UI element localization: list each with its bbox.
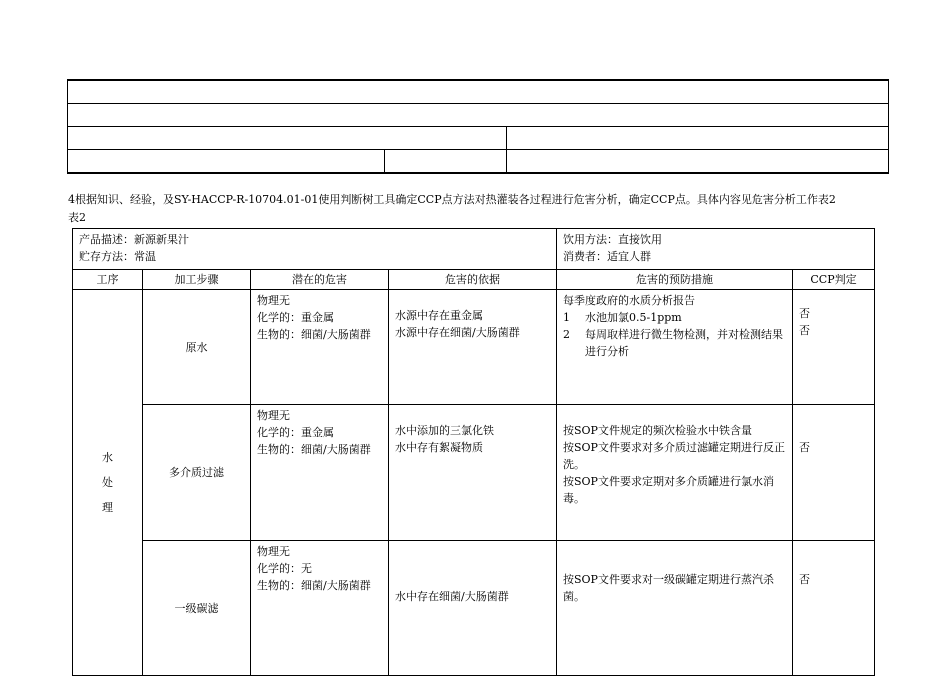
header-ccp: CCP判定 [793, 270, 875, 290]
process-char: 水 [102, 451, 113, 464]
hazard-cell: 物理无 化学的：无 生物的：细菌/大肠菌群 [251, 541, 389, 676]
table-header-row [73, 270, 875, 290]
process-char: 处 [102, 476, 113, 489]
measures-cell: 每季度政府的水质分析报告 1 水池加氯0.5-1ppm 2 每周取样进行微生物检测，并对检测结果进行分析 [557, 290, 793, 405]
consumer: 消费者：适宜人群 [563, 250, 651, 263]
basis-cell: 水源中存在重金属 水源中存在细菌/大肠菌群 [389, 290, 557, 405]
header-measures: 危害的预防措施 [557, 270, 793, 290]
hazard-cell: 物理无 化学的：重金属 生物的：细菌/大肠菌群 [251, 290, 389, 405]
basis-cell: 水中添加的三氯化铁 水中存有絮凝物质 [389, 405, 557, 541]
ccp-cell: 否 否 [793, 290, 875, 405]
measures-cell: 按SOP文件规定的频次检验水中铁含量 按SOP文件要求对多介质过滤罐定期进行反正洗。 按SOP文件要求定期对多介质罐进行氯水消毒。 [557, 405, 793, 541]
process-cell [73, 290, 143, 676]
usage-method: 饮用方法：直接饮用 [563, 233, 662, 246]
table-caption: 表2 [68, 211, 86, 224]
hazard-analysis-table [72, 228, 875, 676]
intro-paragraph: 4根据知识、经验，及SY-HACCP-R-10704.01-01使用判断树工具确定CCP点方法对热灌装各过程进行危害分析，确定CCP点。具体内容见危害分析工作表2 [68, 193, 836, 206]
product-info-right [557, 229, 875, 270]
product-description: 产品描述：新源新果汁 [79, 233, 189, 246]
table-row [73, 541, 875, 676]
table-row [73, 290, 875, 405]
product-info-row [73, 229, 875, 270]
blank-header-table [67, 79, 889, 174]
header-hazard: 潜在的危害 [251, 270, 389, 290]
step-cell: 原水 [143, 290, 251, 405]
product-info-left [73, 229, 557, 270]
step-cell: 一级碳滤 [143, 541, 251, 676]
ccp-cell: 否 [793, 541, 875, 676]
hazard-cell: 物理无 化学的：重金属 生物的：细菌/大肠菌群 [251, 405, 389, 541]
header-process: 工序 [73, 270, 143, 290]
ccp-cell: 否 [793, 405, 875, 541]
basis-cell: 水中存在细菌/大肠菌群 [389, 541, 557, 676]
step-cell: 多介质过滤 [143, 405, 251, 541]
table-row [73, 405, 875, 541]
measures-cell: 按SOP文件要求对一级碳罐定期进行蒸汽杀菌。 [557, 541, 793, 676]
header-basis: 危害的依据 [389, 270, 557, 290]
header-step: 加工步骤 [143, 270, 251, 290]
process-char: 理 [102, 501, 113, 514]
storage-method: 贮存方法：常温 [79, 250, 156, 263]
